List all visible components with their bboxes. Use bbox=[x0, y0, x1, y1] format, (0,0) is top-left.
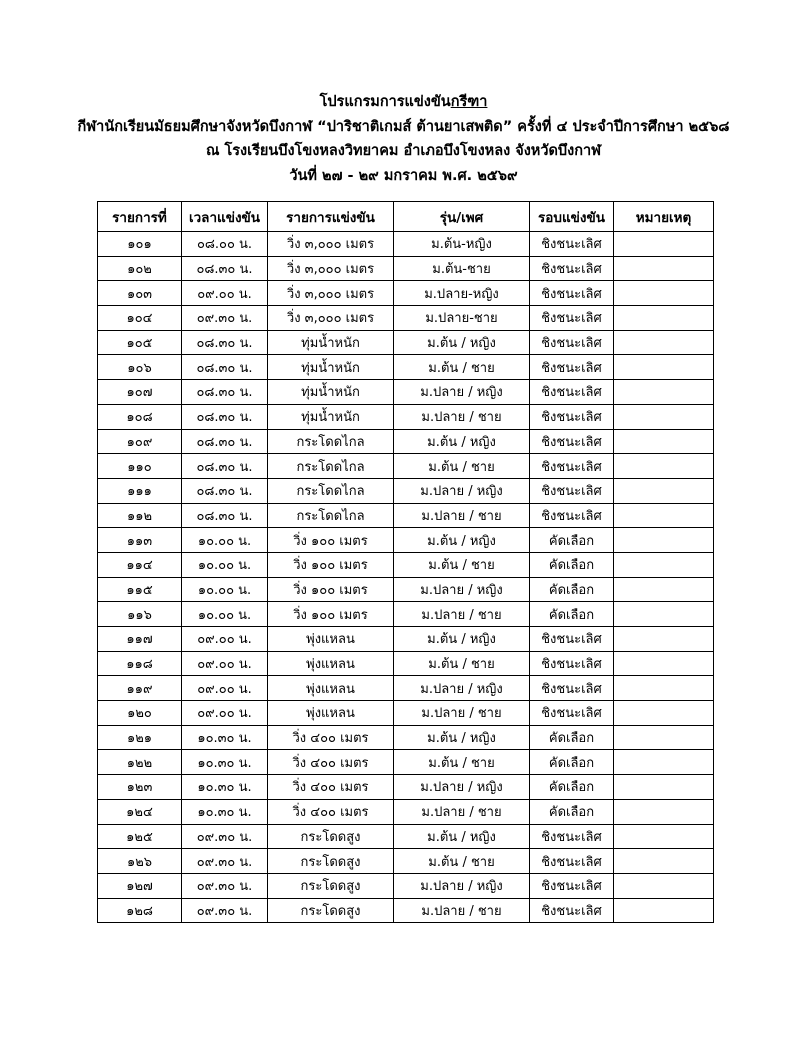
cell-remark bbox=[614, 454, 714, 479]
document-header bbox=[0, 90, 807, 188]
cell-event: กระโดดสูง bbox=[268, 898, 394, 923]
cell-time: ๐๘.๓๐ น. bbox=[182, 355, 268, 380]
cell-round: ชิงชนะเลิศ bbox=[530, 232, 614, 257]
cell-time: ๐๙.๐๐ น. bbox=[182, 701, 268, 726]
cell-event: กระโดดสูง bbox=[268, 873, 394, 898]
cell-division: ม.ปลาย / ชาย bbox=[394, 799, 530, 824]
cell-event-no: ๑๑๑ bbox=[98, 478, 182, 503]
cell-event-no: ๑๐๔ bbox=[98, 306, 182, 331]
table-row bbox=[98, 602, 714, 627]
table-row bbox=[98, 898, 714, 923]
cell-event: กระโดดไกล bbox=[268, 454, 394, 479]
cell-time: ๐๘.๓๐ น. bbox=[182, 404, 268, 429]
cell-event: วิ่ง ๓,๐๐๐ เมตร bbox=[268, 281, 394, 306]
cell-division: ม.ต้น / หญิง bbox=[394, 824, 530, 849]
cell-remark bbox=[614, 873, 714, 898]
cell-round: ชิงชนะเลิศ bbox=[530, 454, 614, 479]
cell-event-no: ๑๐๖ bbox=[98, 355, 182, 380]
cell-remark bbox=[614, 478, 714, 503]
cell-event-no: ๑๐๗ bbox=[98, 380, 182, 405]
cell-event: กระโดดไกล bbox=[268, 429, 394, 454]
table-row bbox=[98, 676, 714, 701]
cell-event: วิ่ง ๑๐๐ เมตร bbox=[268, 577, 394, 602]
cell-remark bbox=[614, 701, 714, 726]
cell-time: ๐๙.๐๐ น. bbox=[182, 627, 268, 652]
schedule-table bbox=[97, 201, 714, 923]
cell-division: ม.ต้น / หญิง bbox=[394, 429, 530, 454]
cell-division: ม.ปลาย-หญิง bbox=[394, 281, 530, 306]
cell-remark bbox=[614, 552, 714, 577]
cell-time: ๐๙.๐๐ น. bbox=[182, 676, 268, 701]
cell-remark bbox=[614, 725, 714, 750]
cell-time: ๑๐.๐๐ น. bbox=[182, 602, 268, 627]
cell-event-no: ๑๒๗ bbox=[98, 873, 182, 898]
table-row bbox=[98, 799, 714, 824]
cell-time: ๐๘.๐๐ น. bbox=[182, 232, 268, 257]
cell-round: ชิงชนะเลิศ bbox=[530, 873, 614, 898]
cell-event-no: ๑๐๑ bbox=[98, 232, 182, 257]
cell-event: พุ่งแหลน bbox=[268, 676, 394, 701]
cell-event: วิ่ง ๔๐๐ เมตร bbox=[268, 799, 394, 824]
title-sport: กรีฑา bbox=[450, 94, 488, 110]
cell-round: ชิงชนะเลิศ bbox=[530, 503, 614, 528]
cell-time: ๐๘.๓๐ น. bbox=[182, 454, 268, 479]
cell-event-no: ๑๐๘ bbox=[98, 404, 182, 429]
cell-event: ทุ่มน้ำหนัก bbox=[268, 330, 394, 355]
cell-remark bbox=[614, 799, 714, 824]
cell-round: ชิงชนะเลิศ bbox=[530, 330, 614, 355]
cell-division: ม.ปลาย / หญิง bbox=[394, 577, 530, 602]
table-row bbox=[98, 232, 714, 257]
cell-event: วิ่ง ๓,๐๐๐ เมตร bbox=[268, 232, 394, 257]
cell-remark bbox=[614, 429, 714, 454]
cell-division: ม.ปลาย / ชาย bbox=[394, 404, 530, 429]
table-row bbox=[98, 849, 714, 874]
cell-remark bbox=[614, 602, 714, 627]
title-prefix: โปรแกรมการแข่งขัน bbox=[319, 94, 451, 110]
table-row bbox=[98, 330, 714, 355]
cell-round: คัดเลือก bbox=[530, 577, 614, 602]
cell-event: กระโดดไกล bbox=[268, 503, 394, 528]
cell-event-no: ๑๐๒ bbox=[98, 256, 182, 281]
cell-round: ชิงชนะเลิศ bbox=[530, 256, 614, 281]
cell-time: ๐๙.๐๐ น. bbox=[182, 651, 268, 676]
cell-remark bbox=[614, 355, 714, 380]
cell-event-no: ๑๑๕ bbox=[98, 577, 182, 602]
cell-round: ชิงชนะเลิศ bbox=[530, 849, 614, 874]
cell-time: ๐๘.๓๐ น. bbox=[182, 503, 268, 528]
cell-division: ม.ปลาย / หญิง bbox=[394, 478, 530, 503]
table-row bbox=[98, 503, 714, 528]
cell-event-no: ๑๐๕ bbox=[98, 330, 182, 355]
cell-division: ม.ปลาย / ชาย bbox=[394, 602, 530, 627]
cell-remark bbox=[614, 232, 714, 257]
cell-round: ชิงชนะเลิศ bbox=[530, 306, 614, 331]
table-row bbox=[98, 750, 714, 775]
cell-event: ทุ่มน้ำหนัก bbox=[268, 355, 394, 380]
cell-remark bbox=[614, 750, 714, 775]
cell-division: ม.ปลาย / หญิง bbox=[394, 380, 530, 405]
table-row bbox=[98, 380, 714, 405]
cell-event-no: ๑๑๖ bbox=[98, 602, 182, 627]
cell-event: วิ่ง ๔๐๐ เมตร bbox=[268, 725, 394, 750]
cell-division: ม.ปลาย / หญิง bbox=[394, 873, 530, 898]
cell-time: ๑๐.๓๐ น. bbox=[182, 775, 268, 800]
table-row bbox=[98, 775, 714, 800]
cell-time: ๐๙.๓๐ น. bbox=[182, 306, 268, 331]
cell-round: ชิงชนะเลิศ bbox=[530, 281, 614, 306]
col-header-time: เวลาแข่งขัน bbox=[182, 202, 268, 232]
cell-event: วิ่ง ๑๐๐ เมตร bbox=[268, 528, 394, 553]
cell-round: คัดเลือก bbox=[530, 602, 614, 627]
cell-division: ม.ปลาย-ชาย bbox=[394, 306, 530, 331]
cell-round: ชิงชนะเลิศ bbox=[530, 676, 614, 701]
cell-time: ๐๙.๓๐ น. bbox=[182, 873, 268, 898]
cell-time: ๐๙.๓๐ น. bbox=[182, 898, 268, 923]
table-row bbox=[98, 577, 714, 602]
venue-line: ณ โรงเรียนบึงโขงหลงวิทยาคม อำเภอบึงโขงหลง จังหวัดบึงกาฬ bbox=[205, 143, 602, 159]
cell-division: ม.ปลาย / หญิง bbox=[394, 775, 530, 800]
cell-remark bbox=[614, 306, 714, 331]
cell-event: ทุ่มน้ำหนัก bbox=[268, 404, 394, 429]
col-header-event: รายการแข่งขัน bbox=[268, 202, 394, 232]
cell-time: ๐๙.๓๐ น. bbox=[182, 824, 268, 849]
cell-round: คัดเลือก bbox=[530, 552, 614, 577]
cell-division: ม.ต้น / ชาย bbox=[394, 355, 530, 380]
cell-division: ม.ปลาย / ชาย bbox=[394, 898, 530, 923]
table-row bbox=[98, 725, 714, 750]
cell-remark bbox=[614, 503, 714, 528]
cell-event: วิ่ง ๑๐๐ เมตร bbox=[268, 602, 394, 627]
cell-event-no: ๑๑๓ bbox=[98, 528, 182, 553]
table-row bbox=[98, 701, 714, 726]
table-row bbox=[98, 306, 714, 331]
cell-event-no: ๑๑๘ bbox=[98, 651, 182, 676]
table-row bbox=[98, 552, 714, 577]
col-header-event-no: รายการที่ bbox=[98, 202, 182, 232]
cell-round: คัดเลือก bbox=[530, 528, 614, 553]
cell-time: ๐๘.๓๐ น. bbox=[182, 330, 268, 355]
cell-event-no: ๑๒๐ bbox=[98, 701, 182, 726]
cell-event: พุ่งแหลน bbox=[268, 627, 394, 652]
cell-remark bbox=[614, 627, 714, 652]
cell-event-no: ๑๐๓ bbox=[98, 281, 182, 306]
cell-division: ม.ปลาย / ชาย bbox=[394, 503, 530, 528]
cell-event: วิ่ง ๓,๐๐๐ เมตร bbox=[268, 256, 394, 281]
table-body bbox=[98, 232, 714, 923]
cell-remark bbox=[614, 330, 714, 355]
col-header-division: รุ่น/เพศ bbox=[394, 202, 530, 232]
cell-remark bbox=[614, 824, 714, 849]
table-row bbox=[98, 355, 714, 380]
cell-time: ๑๐.๐๐ น. bbox=[182, 577, 268, 602]
table-row bbox=[98, 256, 714, 281]
cell-event: วิ่ง ๓,๐๐๐ เมตร bbox=[268, 306, 394, 331]
cell-round: คัดเลือก bbox=[530, 750, 614, 775]
cell-event: กระโดดสูง bbox=[268, 824, 394, 849]
cell-division: ม.ต้น / ชาย bbox=[394, 552, 530, 577]
cell-time: ๑๐.๓๐ น. bbox=[182, 750, 268, 775]
cell-remark bbox=[614, 849, 714, 874]
cell-event-no: ๑๒๒ bbox=[98, 750, 182, 775]
cell-division: ม.ต้น / ชาย bbox=[394, 849, 530, 874]
cell-round: ชิงชนะเลิศ bbox=[530, 701, 614, 726]
event-name-line: กีฬานักเรียนมัธยมศึกษาจังหวัดบึงกาฬ “ปาริชาติเกมส์ ต้านยาเสพติด” ครั้งที่ ๔ ประจำปีการศึกษา ๒๕๖๘ bbox=[77, 118, 730, 135]
cell-division: ม.ต้น / หญิง bbox=[394, 627, 530, 652]
cell-remark bbox=[614, 281, 714, 306]
cell-event-no: ๑๑๗ bbox=[98, 627, 182, 652]
cell-division: ม.ต้น / ชาย bbox=[394, 454, 530, 479]
table-row bbox=[98, 627, 714, 652]
table-row bbox=[98, 281, 714, 306]
cell-time: ๐๘.๓๐ น. bbox=[182, 429, 268, 454]
cell-time: ๑๐.๓๐ น. bbox=[182, 799, 268, 824]
cell-event: กระโดดสูง bbox=[268, 849, 394, 874]
cell-division: ม.ต้น / หญิง bbox=[394, 528, 530, 553]
cell-remark bbox=[614, 898, 714, 923]
cell-event: กระโดดไกล bbox=[268, 478, 394, 503]
cell-remark bbox=[614, 676, 714, 701]
table-row bbox=[98, 651, 714, 676]
table-row bbox=[98, 404, 714, 429]
cell-event-no: ๑๒๔ bbox=[98, 799, 182, 824]
cell-time: ๐๘.๓๐ น. bbox=[182, 256, 268, 281]
cell-round: ชิงชนะเลิศ bbox=[530, 824, 614, 849]
cell-round: คัดเลือก bbox=[530, 775, 614, 800]
cell-division: ม.ปลาย / ชาย bbox=[394, 701, 530, 726]
col-header-round: รอบแข่งขัน bbox=[530, 202, 614, 232]
cell-division: ม.ต้น-ชาย bbox=[394, 256, 530, 281]
cell-remark bbox=[614, 404, 714, 429]
cell-event: วิ่ง ๔๐๐ เมตร bbox=[268, 750, 394, 775]
cell-event: วิ่ง ๑๐๐ เมตร bbox=[268, 552, 394, 577]
cell-remark bbox=[614, 380, 714, 405]
cell-round: ชิงชนะเลิศ bbox=[530, 898, 614, 923]
table-row bbox=[98, 824, 714, 849]
cell-event-no: ๑๒๘ bbox=[98, 898, 182, 923]
cell-event-no: ๑๑๐ bbox=[98, 454, 182, 479]
cell-round: ชิงชนะเลิศ bbox=[530, 404, 614, 429]
cell-round: ชิงชนะเลิศ bbox=[530, 651, 614, 676]
cell-division: ม.ต้น / หญิง bbox=[394, 330, 530, 355]
cell-event-no: ๑๑๙ bbox=[98, 676, 182, 701]
cell-event: พุ่งแหลน bbox=[268, 651, 394, 676]
cell-round: ชิงชนะเลิศ bbox=[530, 355, 614, 380]
cell-event-no: ๑๐๙ bbox=[98, 429, 182, 454]
cell-round: ชิงชนะเลิศ bbox=[530, 429, 614, 454]
table-row bbox=[98, 478, 714, 503]
cell-round: ชิงชนะเลิศ bbox=[530, 478, 614, 503]
cell-time: ๑๐.๐๐ น. bbox=[182, 552, 268, 577]
cell-event-no: ๑๑๔ bbox=[98, 552, 182, 577]
cell-time: ๐๘.๓๐ น. bbox=[182, 478, 268, 503]
cell-time: ๐๘.๓๐ น. bbox=[182, 380, 268, 405]
cell-division: ม.ต้น / หญิง bbox=[394, 725, 530, 750]
cell-division: ม.ต้น / ชาย bbox=[394, 750, 530, 775]
cell-event-no: ๑๒๑ bbox=[98, 725, 182, 750]
table-row bbox=[98, 873, 714, 898]
cell-time: ๑๐.๐๐ น. bbox=[182, 528, 268, 553]
cell-event-no: ๑๒๓ bbox=[98, 775, 182, 800]
cell-division: ม.ต้น / ชาย bbox=[394, 651, 530, 676]
cell-remark bbox=[614, 528, 714, 553]
table-row bbox=[98, 454, 714, 479]
table-row bbox=[98, 528, 714, 553]
cell-event: พุ่งแหลน bbox=[268, 701, 394, 726]
title-line bbox=[0, 90, 807, 115]
cell-remark bbox=[614, 775, 714, 800]
cell-division: ม.ปลาย / หญิง bbox=[394, 676, 530, 701]
cell-division: ม.ต้น-หญิง bbox=[394, 232, 530, 257]
cell-remark bbox=[614, 651, 714, 676]
cell-event: ทุ่มน้ำหนัก bbox=[268, 380, 394, 405]
date-line: วันที่ ๒๗ - ๒๙ มกราคม พ.ศ. ๒๕๖๙ bbox=[289, 167, 518, 184]
cell-round: ชิงชนะเลิศ bbox=[530, 380, 614, 405]
table-header-row bbox=[98, 202, 714, 232]
cell-round: คัดเลือก bbox=[530, 725, 614, 750]
cell-event-no: ๑๒๕ bbox=[98, 824, 182, 849]
cell-time: ๑๐.๓๐ น. bbox=[182, 725, 268, 750]
cell-round: คัดเลือก bbox=[530, 799, 614, 824]
table-row bbox=[98, 429, 714, 454]
cell-remark bbox=[614, 256, 714, 281]
cell-remark bbox=[614, 577, 714, 602]
cell-event-no: ๑๒๖ bbox=[98, 849, 182, 874]
cell-event-no: ๑๑๒ bbox=[98, 503, 182, 528]
col-header-remark: หมายเหตุ bbox=[614, 202, 714, 232]
cell-time: ๐๙.๐๐ น. bbox=[182, 281, 268, 306]
cell-event: วิ่ง ๔๐๐ เมตร bbox=[268, 775, 394, 800]
cell-time: ๐๙.๓๐ น. bbox=[182, 849, 268, 874]
cell-round: ชิงชนะเลิศ bbox=[530, 627, 614, 652]
